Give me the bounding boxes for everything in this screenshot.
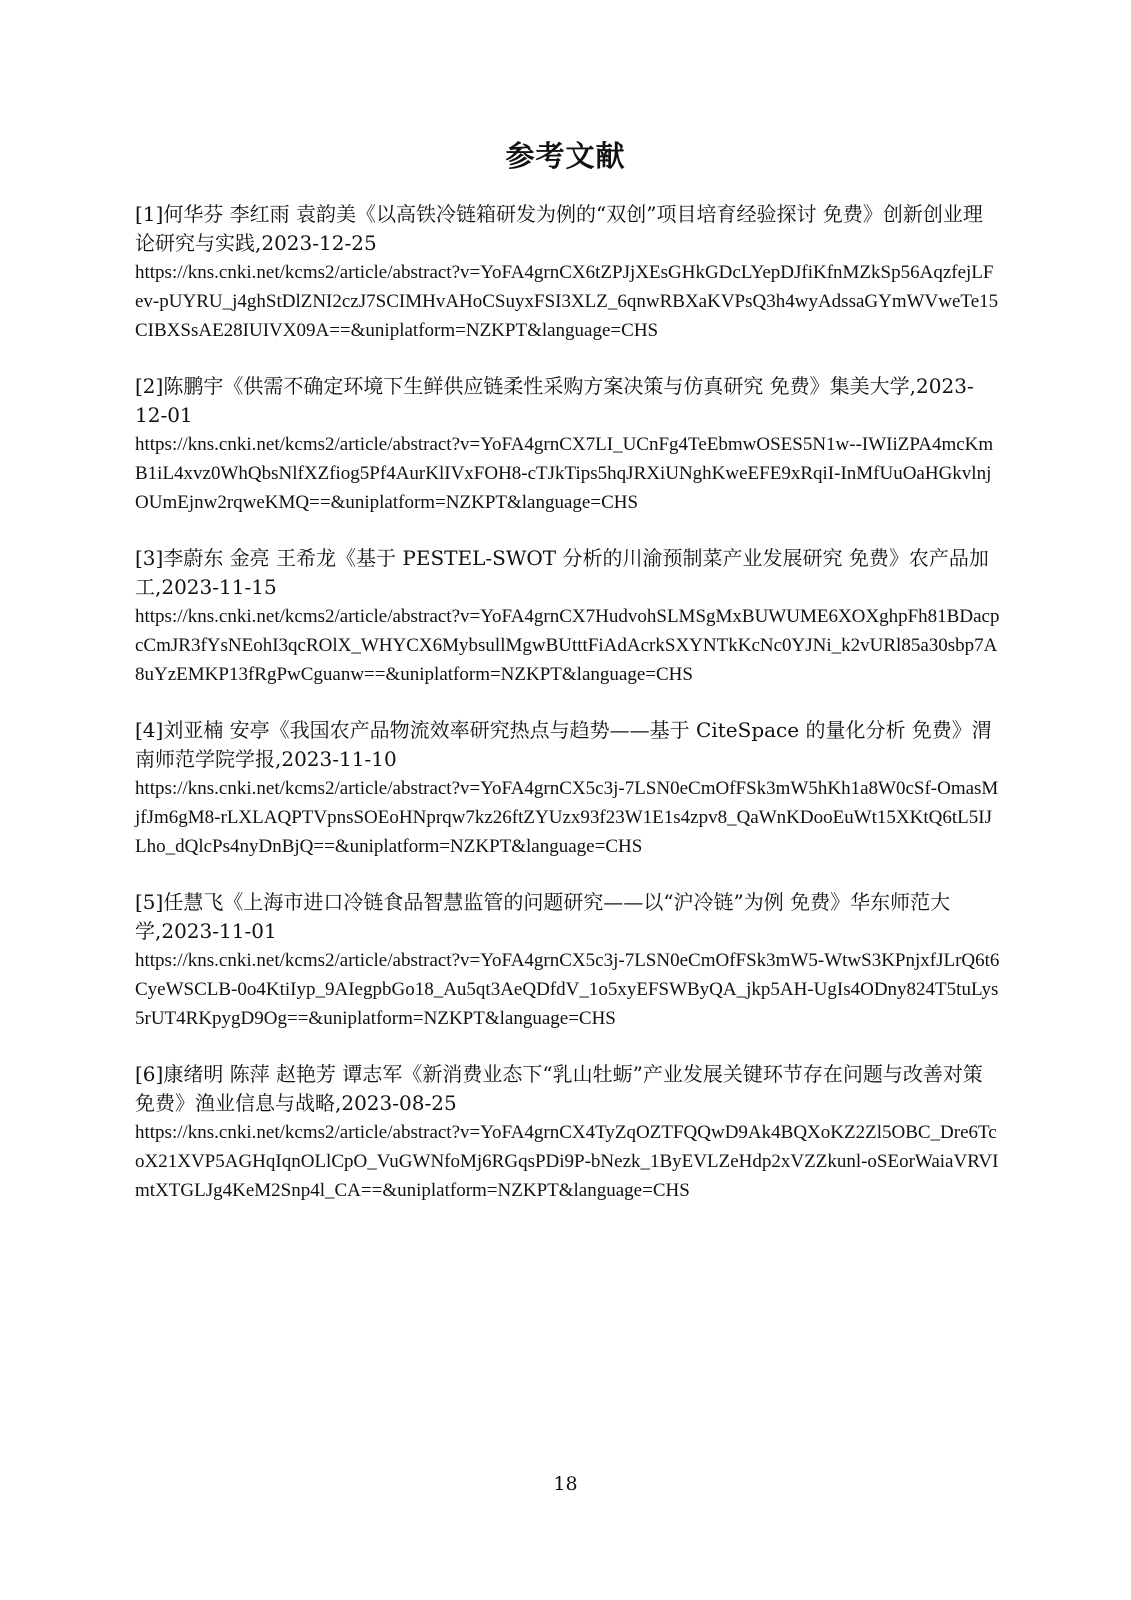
- reference-item-5: [135, 888, 1000, 1033]
- reference-url: https://kns.cnki.net/kcms2/article/abstract?v=YoFA4grnCX7LI_UCnFg4TeEbmwOSES5N1w--IWIiZPA4mcKmB1iL4xvz0WhQbsNlfXZfiog5Pf4AurKlIVxFOH8-cTJkTips5hqJRXiUNghKweEFE9xRqiI-InMfUuOaHGkvlnjOUmEjnw2rqweKMQ==&uniplatform=NZKPT&language=CHS: [135, 434, 994, 513]
- page-number: 18: [553, 1473, 578, 1495]
- reference-url: https://kns.cnki.net/kcms2/article/abstract?v=YoFA4grnCX7HudvohSLMSgMxBUWUME6XOXghpFh81BDacpcCmJR3fYsNEohI3qcROlX_WHYCX6MybsullMgwBUtttFiAdAcrkSXYNTkKcNc0YJNi_k2vURl85a30sbp7A8uYzEMKP13fRgPwCguanw==&uniplatform=NZKPT&language=CHS: [135, 606, 1000, 685]
- reference-url: https://kns.cnki.net/kcms2/article/abstract?v=YoFA4grnCX5c3j-7LSN0eCmOfFSk3mW5hKh1a8W0cSf-OmasMjfJm6gM8-rLXLAQPTVpnsSOEoHNprqw7kz26ftZYUzx93f23W1E1s4zpv8_QaWnKDooEuWt15XKtQ6tL5IJLho_dQlcPs4nyDnBjQ==&uniplatform=NZKPT&language=CHS: [135, 778, 999, 857]
- reference-list: [135, 200, 1000, 1232]
- page-title: 参考文献: [505, 139, 626, 173]
- reference-item-1: [135, 200, 1000, 345]
- reference-citation: [6]康绪明 陈萍 赵艳芳 谭志军《新消费业态下“乳山牡蛎”产业发展关键环节存在问题与改善对策 免费》渔业信息与战略,2023-08-25: [135, 1062, 983, 1115]
- reference-item-3: [135, 544, 1000, 689]
- reference-item-4: [135, 716, 1000, 861]
- reference-url: https://kns.cnki.net/kcms2/article/abstract?v=YoFA4grnCX4TyZqOZTFQQwD9Ak4BQXoKZ2Zl5OBC_Dre6TcoX21XVP5AGHqIqnOLlCpO_VuGWNfoMj6RGqsPDi9P-bNezk_1ByEVLZeHdp2xVZZkunl-oSEorWaiaVRVImtXTGLJg4KeM2Snp4l_CA==&uniplatform=NZKPT&language=CHS: [135, 1122, 999, 1201]
- reference-url: https://kns.cnki.net/kcms2/article/abstract?v=YoFA4grnCX5c3j-7LSN0eCmOfFSk3mW5-WtwS3KPnjxfJLrQ6t6CyeWSCLB-0o4KtiIyp_9AIegpbGo18_Au5qt3AeQDfdV_1o5xyEFSWByQA_jkp5AH-UgIs4ODny824T5tuLys5rUT4RKpygD9Og==&uniplatform=NZKPT&language=CHS: [135, 950, 1000, 1029]
- reference-citation: [5]任慧飞《上海市进口冷链食品智慧监管的问题研究——以“沪冷链”为例 免费》华东师范大学,2023-11-01: [135, 890, 951, 943]
- reference-citation: [3]李蔚东 金亮 王希龙《基于 PESTEL-SWOT 分析的川渝预制菜产业发展研究 免费》农产品加工,2023-11-15: [135, 546, 989, 599]
- reference-citation: [2]陈鹏宇《供需不确定环境下生鲜供应链柔性采购方案决策与仿真研究 免费》集美大学,2023-12-01: [135, 374, 974, 427]
- reference-url: https://kns.cnki.net/kcms2/article/abstract?v=YoFA4grnCX6tZPJjXEsGHkGDcLYepDJfiKfnMZkSp56AqzfejLFev-pUYRU_j4ghStDlZNI2czJ7SCIMHvAHoCSuyxFSI3XLZ_6qnwRBXaKVPsQ3h4wyAdssaGYmWVweTe15CIBXSsAE28IUIVX09A==&uniplatform=NZKPT&language=CHS: [135, 262, 999, 341]
- reference-item-6: [135, 1060, 1000, 1205]
- reference-citation: [1]何华芬 李红雨 袁韵美《以高铁冷链箱研发为例的“双创”项目培育经验探讨 免费》创新创业理论研究与实践,2023-12-25: [135, 202, 983, 255]
- reference-item-2: [135, 372, 1000, 517]
- reference-citation: [4]刘亚楠 安亭《我国农产品物流效率研究热点与趋势——基于 CiteSpace 的量化分析 免费》渭南师范学院学报,2023-11-10: [135, 718, 992, 771]
